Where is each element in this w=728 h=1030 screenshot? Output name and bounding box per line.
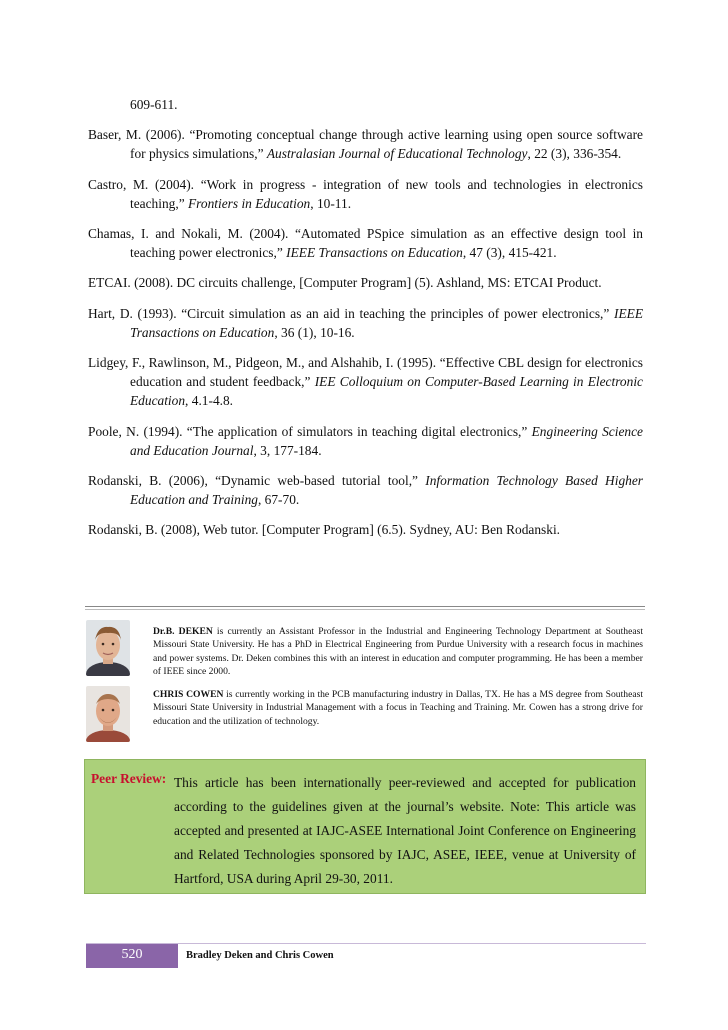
reference-text: 609-611. — [130, 97, 178, 112]
reference-text: Castro, M. (2004). “Work in progress - integration of new tools and technologies in electronics teaching,” — [88, 176, 643, 211]
reference-source: Australasian Journal of Educational Technology — [266, 146, 528, 162]
reference-ref-cont — [88, 95, 643, 114]
author-photo-cowen — [86, 686, 130, 742]
reference-text: Chamas, I. and Nokali, M. (2004). “Automated PSpice simulation as an effective design tool in teaching power electronics,” — [88, 226, 643, 261]
page-number: 520 — [86, 944, 178, 968]
section-divider-thin — [85, 609, 645, 610]
bio-cowen — [153, 688, 643, 728]
reference-ref-rodanski-2006 — [88, 471, 643, 509]
peer-review-box — [84, 759, 646, 894]
reference-source: Information Technology Based Higher Education and Training — [130, 473, 643, 508]
reference-text: Poole, N. (1994). “The application of simulators in teaching digital electronics,” — [88, 423, 532, 439]
bio-text: is currently an Assistant Professor in the Industrial and Engineering Technology Department at Southeast Missouri State University. He has a PhD in Electrical Engineering from Purdue University with a research focus in machines and power systems. Dr. Deken combines this with an interest in education and computer programming. He has been a member of IEEE since 2000. — [153, 626, 643, 677]
reference-source: Frontiers in Education — [188, 195, 311, 211]
reference-text: Hart, D. (1993). “Circuit simulation as an aid in teaching the principles of power electronics,” — [88, 305, 614, 321]
reference-text: Lidgey, F., Rawlinson, M., Pidgeon, M., and Alshahib, I. (1995). “Effective CBL design for electronics education and student feedback,” — [88, 355, 643, 390]
author-photo-deken — [86, 620, 130, 676]
reference-text: , 10-11. — [310, 195, 352, 211]
reference-text: Rodanski, B. (2008), Web tutor. [Computer Program] (6.5). Sydney, AU: Ben Rodanski. — [88, 522, 561, 538]
reference-ref-castro — [88, 175, 643, 213]
reference-text: Baser, M. (2006). “Promoting conceptual change through active learning using open source software for physics simulations,” — [88, 127, 643, 162]
peer-review-label: Peer Review: — [91, 771, 167, 786]
footer-authors: Bradley Deken and Chris Cowen — [186, 950, 334, 961]
reference-source: IEEE Transactions on Education — [286, 245, 463, 261]
section-divider — [85, 606, 645, 607]
reference-text: , 4.1-4.8. — [185, 393, 234, 409]
bio-deken — [153, 625, 643, 678]
bio-text: is currently working in the PCB manufacturing industry in Dallas, TX. He has a MS degree from Southeast Missouri State University in Industrial Management with a focus in Teaching and Training. Mr. Cowen has a strong drive for education and the utilization of technology. — [153, 689, 643, 727]
reference-ref-lidgey — [88, 353, 643, 411]
bio-name: Dr.B. DEKEN — [153, 626, 213, 637]
references-list — [88, 95, 643, 551]
reference-text: , 36 (1), 10-16. — [274, 324, 355, 340]
reference-text: , 67-70. — [257, 492, 300, 508]
reference-ref-chamas — [88, 224, 643, 262]
bio-name: CHRIS COWEN — [153, 689, 224, 700]
reference-text: ETCAI. (2008). DC circuits challenge, [Computer Program] (5). Ashland, MS: ETCAI Product. — [88, 275, 602, 291]
reference-ref-hart — [88, 304, 643, 342]
peer-review-text: This article has been internationally peer-reviewed and accepted for publication according to the guidelines given at the journal’s website. Note: This article was accepted and presented at IAJC-ASEE International Joint Conference on Engineering and Related Technologies sponsored by IAJC, ASEE, IEEE, venue at University of Hartford, USA during April 29-30, 2011. — [174, 775, 636, 886]
reference-ref-baser — [88, 125, 643, 163]
reference-source: Engineering Science and Education Journal — [130, 423, 643, 458]
reference-text: , 22 (3), 336-354. — [527, 146, 622, 162]
reference-text: , 47 (3), 415-421. — [462, 245, 557, 261]
reference-ref-poole — [88, 422, 643, 460]
reference-text: , 3, 177-184. — [253, 442, 322, 458]
reference-ref-rodanski-2008 — [88, 520, 643, 539]
reference-text: Rodanski, B. (2006), “Dynamic web-based tutorial tool,” — [88, 473, 426, 489]
reference-source: IEE Colloquium on Computer-Based Learning in Electronic Education — [130, 374, 643, 409]
reference-ref-etcai — [88, 273, 643, 292]
reference-source: IEEE Transactions on Education — [130, 305, 643, 340]
